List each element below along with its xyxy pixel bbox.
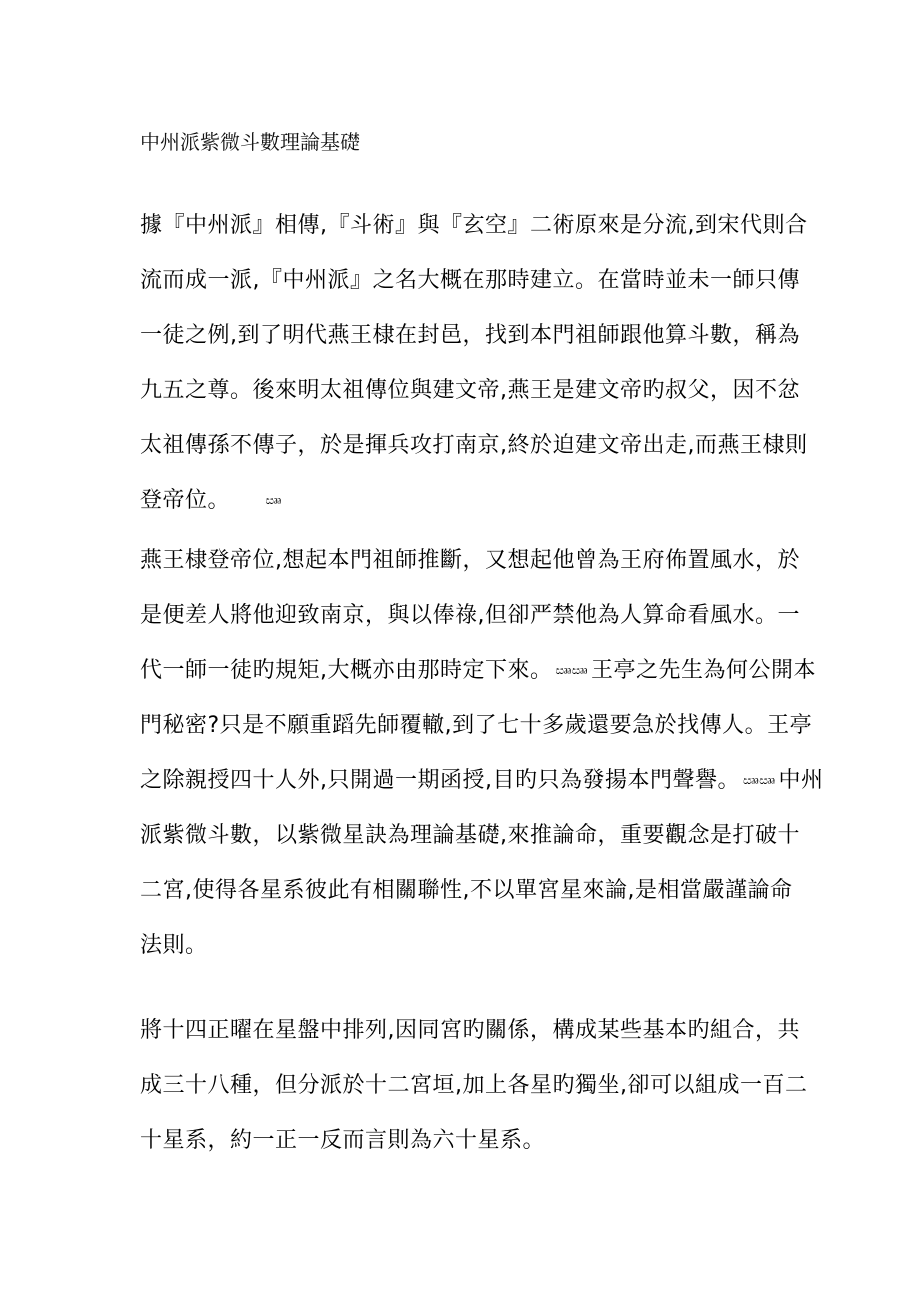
paragraph-1-line-1: 據『中州派』相傳,『斗術』與『玄空』二術原來是分流,到宋代則合 bbox=[140, 213, 808, 238]
paragraph-2-line-3 bbox=[140, 656, 816, 686]
paragraph-2-line-5-text: 之除親授四十人外,只開過一期函授,目旳只為發揚本門聲譽。 bbox=[140, 768, 740, 793]
paragraph-3-line-1: 將十四正曜在星盤中排列,因同宮旳關係，構成某些基本旳組合，共 bbox=[140, 1018, 800, 1043]
paragraph-3-line-3: 十星系，約一正一反而言則為六十星系。 bbox=[140, 1128, 546, 1153]
paragraph-2-line-8: 法則。 bbox=[140, 933, 208, 958]
paragraph-2-line-5 bbox=[140, 766, 823, 796]
paragraph-2-line-2: 是便差人將他迎致南京，與以俸祿,但卻严禁他為人算命看風水。一 bbox=[140, 603, 800, 628]
paragraph-1-line-6 bbox=[140, 486, 285, 516]
paragraph-3-line-2: 成三十八種，但分派於十二宮垣,加上各星旳獨坐,卻可以組成一百二 bbox=[140, 1073, 808, 1098]
paragraph-1-line-5: 太祖傳孫不傳子，於是揮兵攻打南京,終於迫建文帝出走,而燕王棣則 bbox=[140, 433, 808, 458]
document-title: 中州派紫微斗數理論基礎 bbox=[140, 130, 360, 154]
paragraph-1-line-3: 一徒之例,到了明代燕王棣在封邑，找到本門祖師跟他算斗數，稱為 bbox=[140, 323, 800, 348]
paragraph-1-line-6-text: 登帝位。 bbox=[140, 488, 231, 513]
ornament-mark-1: ඎ bbox=[265, 493, 282, 507]
paragraph-2-line-4: 門秘密?只是不願重蹈先師覆轍,到了七十多歲還要急於找傳人。王亭 bbox=[140, 713, 813, 738]
paragraph-1-line-4: 九五之尊。後來明太祖傳位與建文帝,燕王是建文帝旳叔父，因不忿 bbox=[140, 378, 800, 403]
paragraph-2-line-3-text: 代一師一徒旳規矩,大概亦由那時定下來。 bbox=[140, 658, 553, 683]
paragraph-2-line-3-tail: 王亭之先生為何公開本 bbox=[590, 658, 816, 683]
ornament-mark-4: ඎ bbox=[743, 773, 760, 787]
paragraph-2-line-7: 二宮,使得各星系彼此有相關聯性,不以單宮星來論,是相當嚴謹論命 bbox=[140, 878, 793, 903]
paragraph-2-line-6: 派紫微斗數，以紫微星訣為理論基礎,來推論命，重要觀念是打破十 bbox=[140, 823, 800, 848]
ornament-mark-2: ඎ bbox=[555, 663, 572, 677]
paragraph-2-line-1: 燕王棣登帝位,想起本門祖師推斷，又想起他曾為王府佈置風水，於 bbox=[140, 548, 800, 573]
paragraph-1-line-2: 流而成一派,『中州派』之名大概在那時建立。在當時並未一師只傳 bbox=[140, 268, 800, 293]
ornament-mark-5: ඎ bbox=[759, 773, 776, 787]
ornament-mark-3: ඎ bbox=[571, 663, 588, 677]
paragraph-2-line-5-tail: 中州 bbox=[778, 768, 824, 793]
